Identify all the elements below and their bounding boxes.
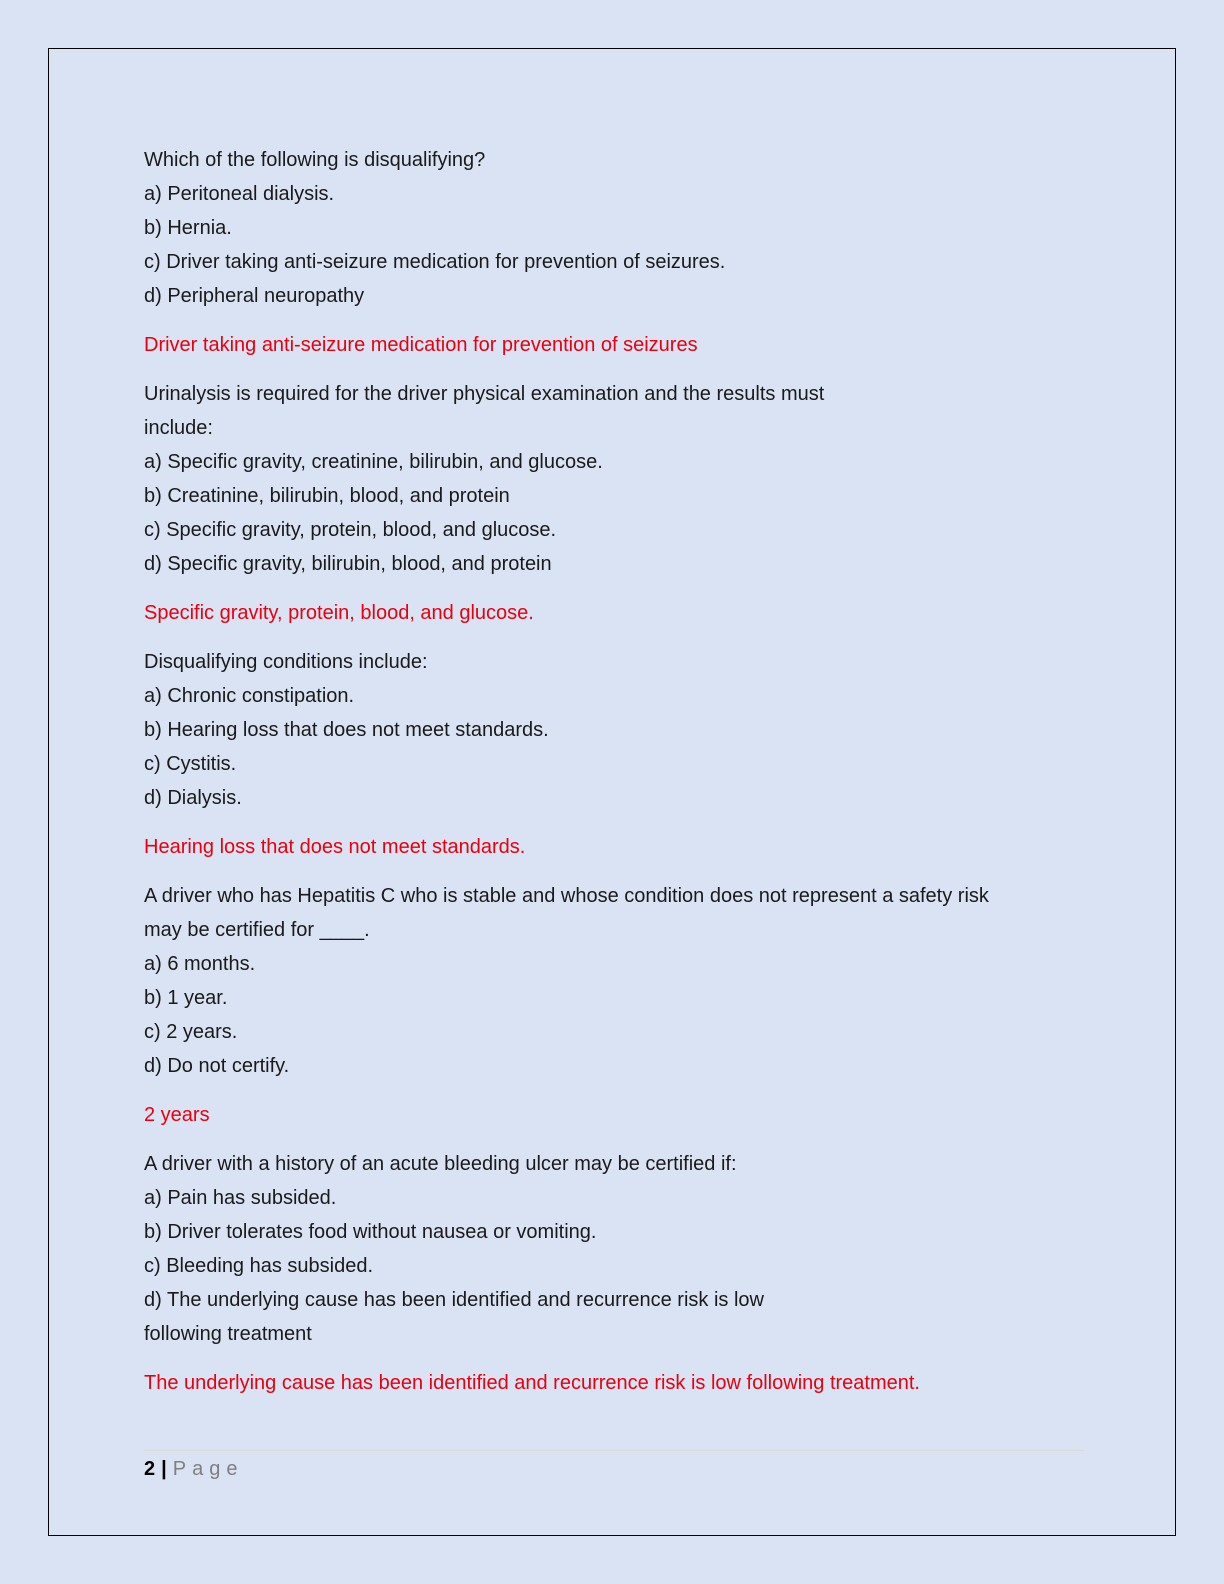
question-block <box>144 377 1084 630</box>
option-b: b) Hernia. <box>144 217 232 239</box>
option-a: a) 6 months. <box>144 953 256 975</box>
option-b: b) 1 year. <box>144 987 228 1009</box>
question-block <box>144 879 1084 1132</box>
option-a: a) Peritoneal dialysis. <box>144 183 335 205</box>
footer-divider <box>144 1450 1084 1451</box>
footer-separator: | <box>161 1458 167 1480</box>
question-block <box>144 143 1084 362</box>
option-d: d) Dialysis. <box>144 787 242 809</box>
answer-text: Specific gravity, protein, blood, and glucose. <box>144 602 534 624</box>
document-body <box>144 143 1084 1415</box>
question-text: A driver who has Hepatitis C who is stable and whose condition does not represent a safety risk <box>144 885 989 907</box>
answer-text: 2 years <box>144 1104 210 1126</box>
option-c: c) Bleeding has subsided. <box>144 1255 374 1277</box>
page-number: 2 <box>144 1458 156 1480</box>
option-a: a) Specific gravity, creatinine, bilirubin, and glucose. <box>144 451 603 473</box>
answer-text: The underlying cause has been identified and recurrence risk is low following treatment. <box>144 1372 920 1394</box>
question-text: Disqualifying conditions include: <box>144 651 428 673</box>
answer-text: Hearing loss that does not meet standards. <box>144 836 526 858</box>
option-d: d) Peripheral neuropathy <box>144 285 365 307</box>
option-b: b) Driver tolerates food without nausea or vomiting. <box>144 1221 597 1243</box>
option-a: a) Chronic constipation. <box>144 685 355 707</box>
question-text: A driver with a history of an acute bleeding ulcer may be certified if: <box>144 1153 737 1175</box>
page-footer <box>144 1454 243 1484</box>
question-text-continued: include: <box>144 417 213 439</box>
question-text: Which of the following is disqualifying? <box>144 149 486 171</box>
page-label: Page <box>172 1458 244 1480</box>
question-text: Urinalysis is required for the driver physical examination and the results must <box>144 383 825 405</box>
option-d-continued: following treatment <box>144 1323 312 1345</box>
question-text-continued: may be certified for ____. <box>144 919 370 941</box>
option-b: b) Creatinine, bilirubin, blood, and protein <box>144 485 510 507</box>
option-c: c) Driver taking anti-seizure medication for prevention of seizures. <box>144 251 726 273</box>
option-d: d) The underlying cause has been identified and recurrence risk is low <box>144 1289 764 1311</box>
option-c: c) Specific gravity, protein, blood, and glucose. <box>144 519 557 541</box>
question-block <box>144 645 1084 864</box>
answer-text: Driver taking anti-seizure medication for prevention of seizures <box>144 334 698 356</box>
question-block <box>144 1147 1084 1400</box>
option-b: b) Hearing loss that does not meet standards. <box>144 719 549 741</box>
option-d: d) Do not certify. <box>144 1055 290 1077</box>
option-a: a) Pain has subsided. <box>144 1187 337 1209</box>
option-c: c) Cystitis. <box>144 753 237 775</box>
option-d: d) Specific gravity, bilirubin, blood, and protein <box>144 553 552 575</box>
option-c: c) 2 years. <box>144 1021 238 1043</box>
